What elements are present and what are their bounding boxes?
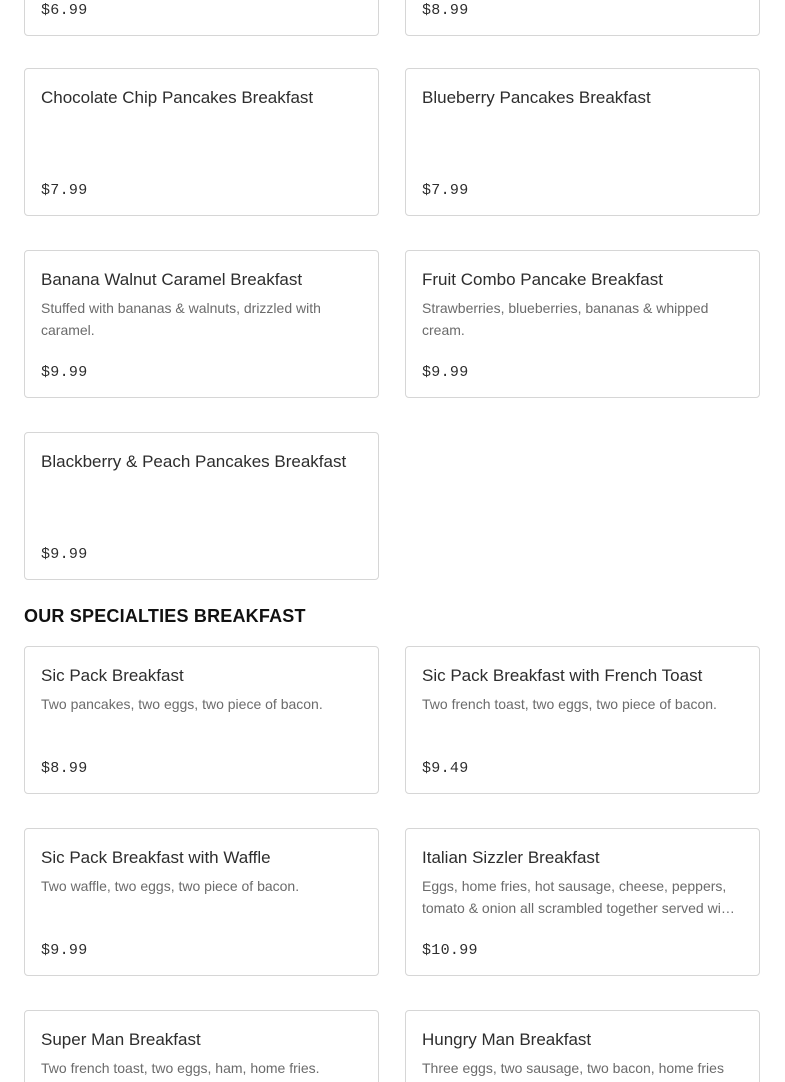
item-price: $9.49 — [422, 760, 469, 777]
item-description: Three eggs, two sausage, two bacon, home fries — [422, 1060, 724, 1076]
menu-item-card[interactable] — [24, 68, 379, 216]
item-name: Chocolate Chip Pancakes Breakfast — [41, 88, 314, 107]
menu-item-card[interactable] — [405, 0, 760, 36]
item-description: Stuffed with bananas & walnuts, drizzled with caramel. — [41, 300, 321, 338]
item-name: Banana Walnut Caramel Breakfast — [41, 270, 303, 289]
item-price: $8.99 — [41, 760, 88, 777]
item-name: Sic Pack Breakfast — [41, 666, 184, 685]
menu-item-card[interactable] — [24, 1010, 379, 1082]
item-name: Blueberry Pancakes Breakfast — [422, 88, 651, 107]
menu-item-card[interactable] — [24, 646, 379, 794]
menu-item-card[interactable] — [405, 828, 760, 976]
menu-item-card[interactable] — [24, 828, 379, 976]
item-description: Two waffle, two eggs, two piece of bacon. — [41, 878, 300, 894]
menu-item-card[interactable] — [405, 250, 760, 398]
item-price: $9.99 — [41, 942, 88, 959]
item-name: Blackberry & Peach Pancakes Breakfast — [41, 452, 347, 471]
menu-item-card[interactable] — [405, 1010, 760, 1082]
section-title: OUR SPECIALTIES BREAKFAST — [24, 606, 306, 626]
menu-item-card[interactable] — [405, 68, 760, 216]
item-price: $7.99 — [422, 182, 469, 199]
menu-item-card[interactable] — [24, 250, 379, 398]
item-name: Italian Sizzler Breakfast — [422, 848, 600, 867]
item-price: $7.99 — [41, 182, 88, 199]
item-price: $6.99 — [41, 2, 88, 19]
item-name: Hungry Man Breakfast — [422, 1030, 592, 1049]
item-price: $8.99 — [422, 2, 469, 19]
item-price: $9.99 — [41, 364, 88, 381]
item-name: Fruit Combo Pancake Breakfast — [422, 270, 663, 289]
item-description: Eggs, home fries, hot sausage, cheese, peppers, tomato & onion all scrambled together served wi… — [422, 878, 735, 916]
item-description: Two pancakes, two eggs, two piece of bacon. — [41, 696, 323, 712]
item-price: $10.99 — [422, 942, 478, 959]
item-description: Two french toast, two eggs, ham, home fries. — [41, 1060, 320, 1076]
item-description: Two french toast, two eggs, two piece of bacon. — [422, 696, 717, 712]
item-name: Super Man Breakfast — [41, 1030, 201, 1049]
item-price: $9.99 — [422, 364, 469, 381]
item-description: Strawberries, blueberries, bananas & whipped cream. — [422, 300, 709, 338]
menu-item-card[interactable] — [24, 432, 379, 580]
menu-item-card[interactable] — [24, 0, 379, 36]
menu-item-card[interactable] — [405, 646, 760, 794]
item-price: $9.99 — [41, 546, 88, 563]
item-name: Sic Pack Breakfast with Waffle — [41, 848, 271, 867]
item-name: Sic Pack Breakfast with French Toast — [422, 666, 703, 685]
